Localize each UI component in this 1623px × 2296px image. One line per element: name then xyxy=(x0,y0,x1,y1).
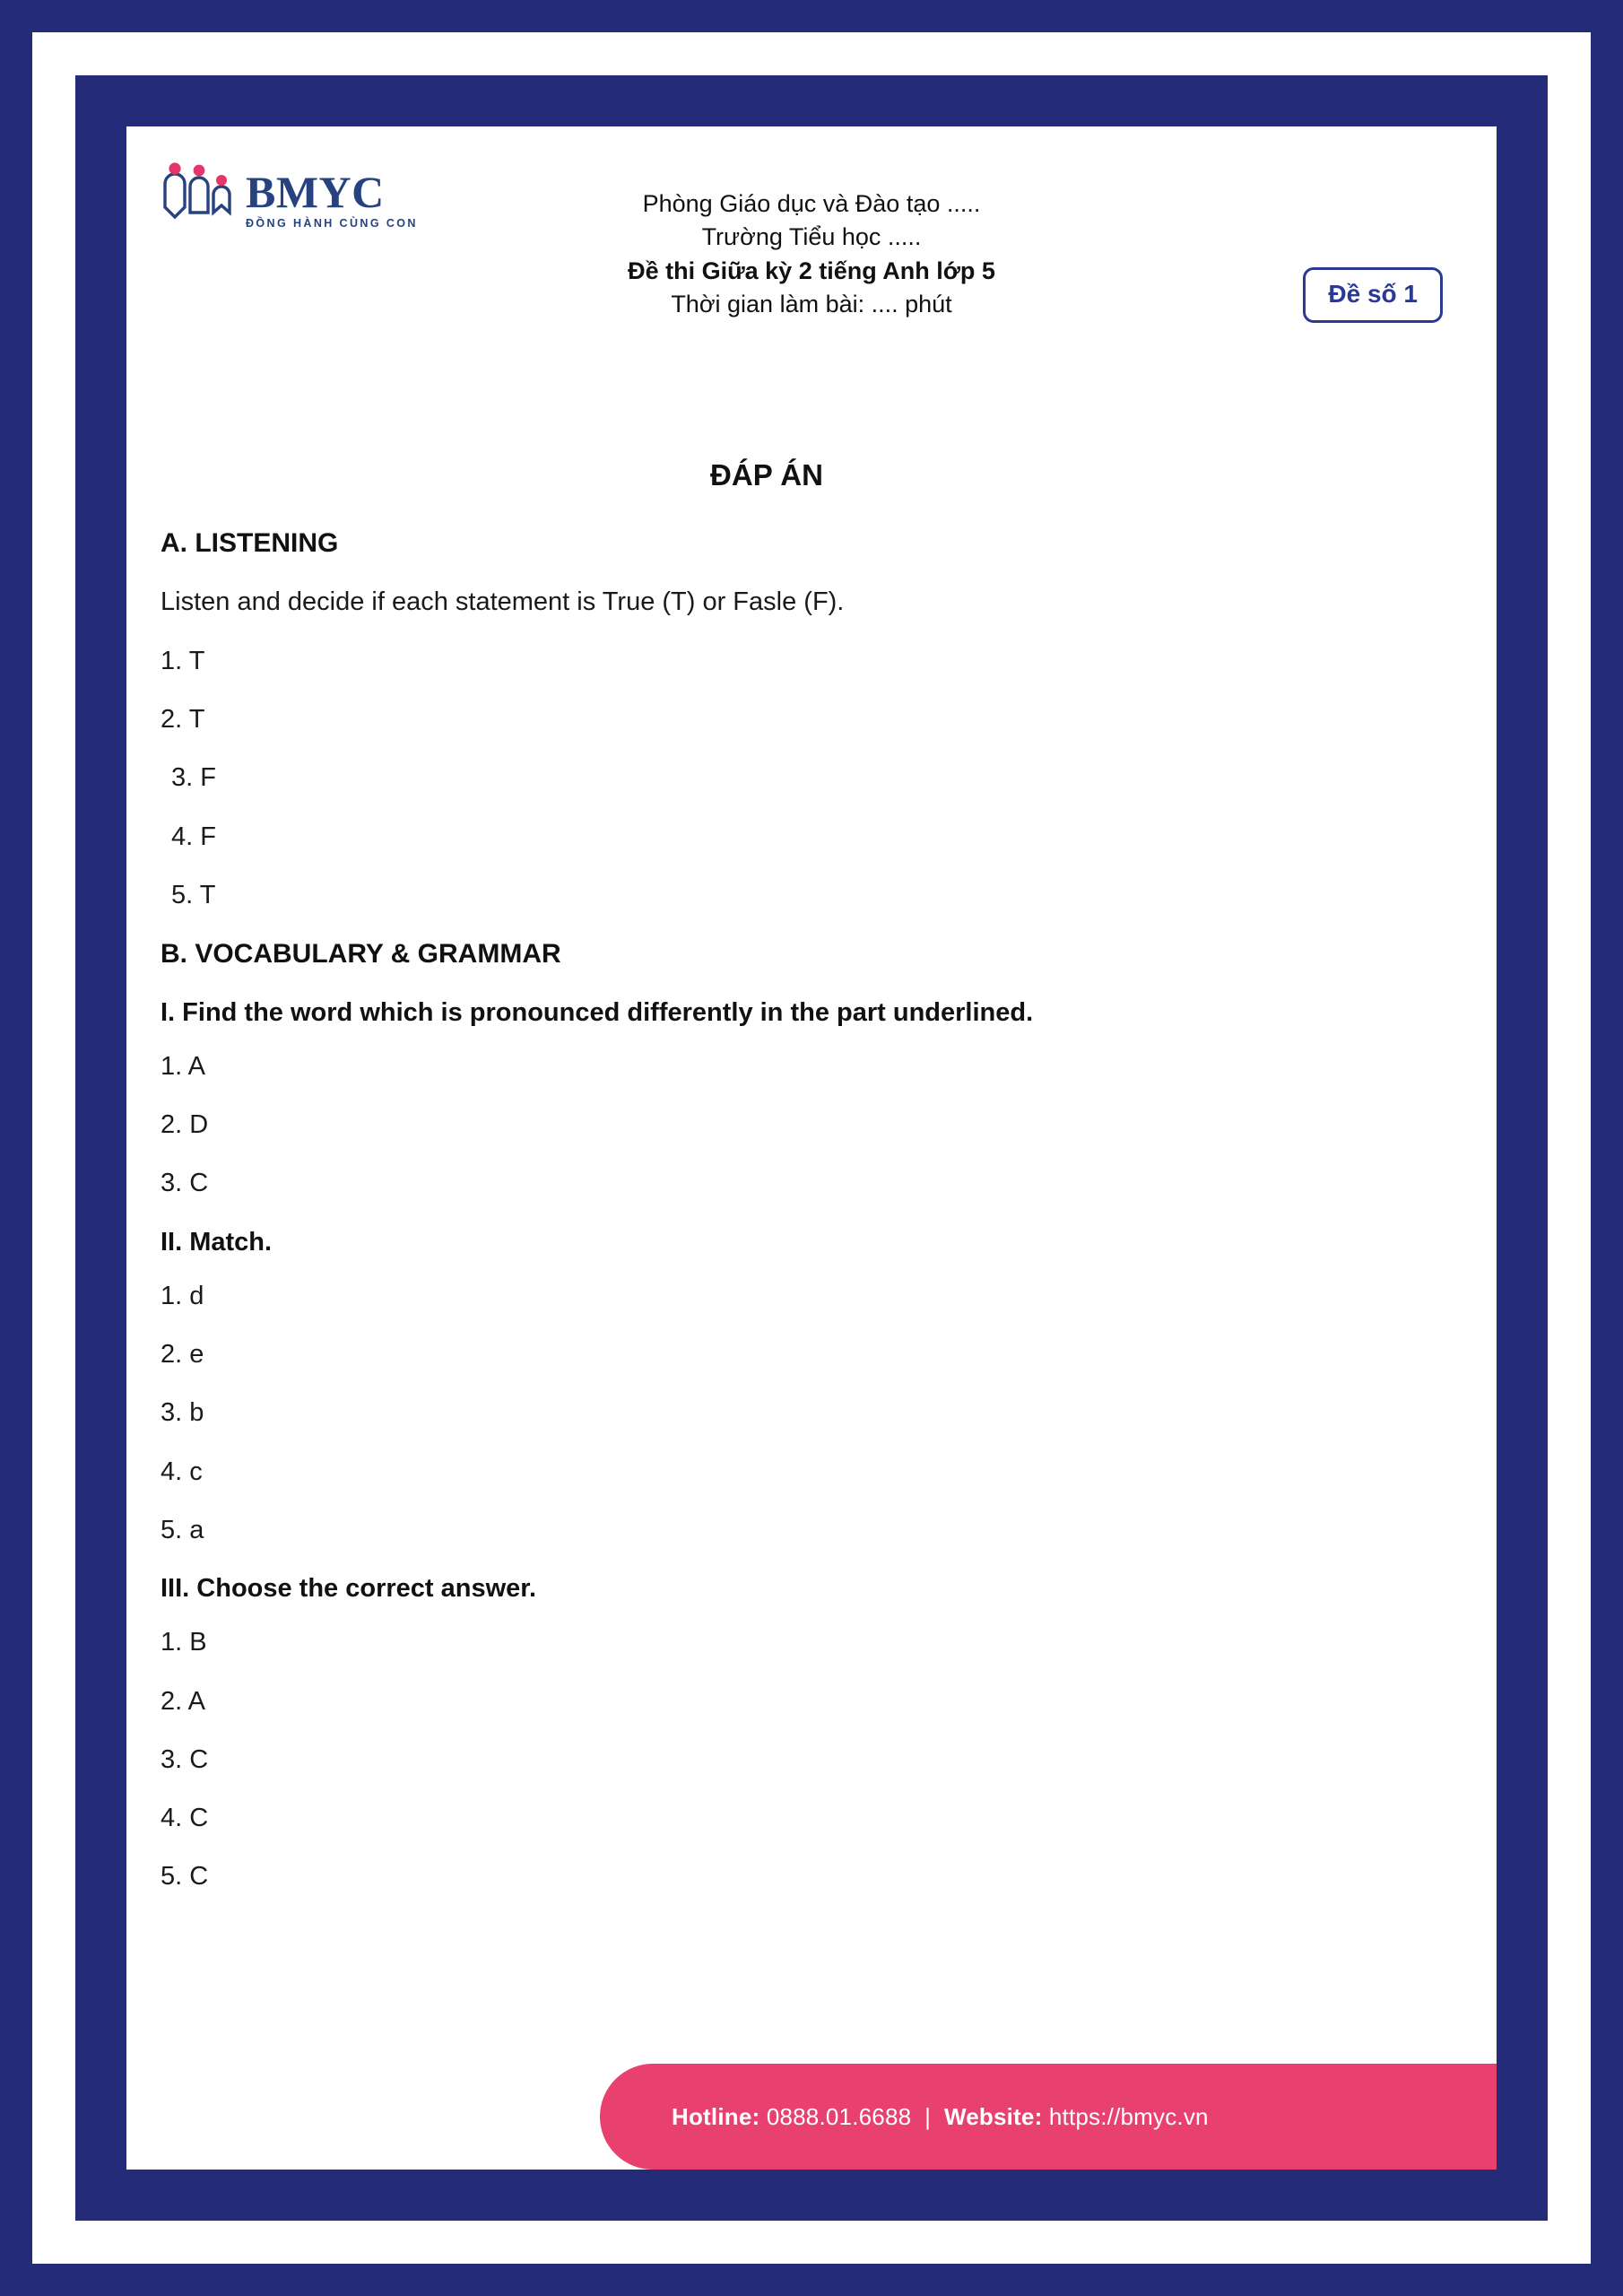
header-exam-title-line: Đề thi Giữa kỳ 2 tiếng Anh lớp 5 xyxy=(628,257,995,284)
header-school-line: Trường Tiểu học ..... xyxy=(701,223,922,251)
answer-item: 4. c xyxy=(161,1457,203,1486)
header-duration-line: Thời gian làm bài: .... phút xyxy=(671,290,952,317)
document-header xyxy=(126,126,1497,369)
section-subheading: III. Choose the correct answer. xyxy=(161,1574,537,1603)
answer-item: 3. b xyxy=(161,1398,204,1428)
hotline-label: Hotline: xyxy=(672,2102,760,2130)
answer-item: 1. T xyxy=(161,646,205,675)
answer-list xyxy=(161,1280,1461,1546)
answer-list xyxy=(161,1626,1461,1892)
answer-item: 5. a xyxy=(161,1515,204,1544)
answer-list xyxy=(161,1050,1461,1200)
answer-list xyxy=(161,645,1461,911)
answer-item: 4. C xyxy=(161,1804,209,1832)
contact-footer-banner xyxy=(600,2064,1497,2170)
document-body xyxy=(126,458,1497,1893)
answer-item: 5. T xyxy=(171,880,216,909)
footer-contact-text xyxy=(672,2103,1209,2131)
logo-tagline: ĐỒNG HÀNH CÙNG CON xyxy=(246,217,418,230)
hotline-value: 0888.01.6688 xyxy=(766,2102,912,2130)
answer-item: 1. B xyxy=(161,1628,207,1657)
answer-item: 1. d xyxy=(161,1281,204,1310)
border-inner-line xyxy=(75,75,1548,2221)
answer-item: 4. F xyxy=(171,822,216,851)
website-label: Website: xyxy=(943,2102,1043,2130)
answer-item: 5. C xyxy=(161,1862,209,1892)
page-title: ĐÁP ÁN xyxy=(710,458,823,491)
footer-separator: | xyxy=(924,2102,932,2130)
logo-title: BMYC xyxy=(246,167,385,217)
three-people-bookmark-icon xyxy=(156,161,239,223)
answer-item: 3. C xyxy=(161,1169,209,1198)
section-subheading: I. Find the word which is pronounced differently in the part underlined. xyxy=(161,997,1034,1027)
answer-item: 1. A xyxy=(161,1051,205,1081)
header-department-line: Phòng Giáo dục và Đào tạo ..... xyxy=(642,190,981,217)
exam-code-label: Đề số 1 xyxy=(1328,280,1418,308)
answer-item: 3. C xyxy=(161,1744,209,1774)
answer-item: 2. A xyxy=(161,1686,205,1716)
answer-item: 3. F xyxy=(171,763,216,793)
answer-item: 2. D xyxy=(161,1110,209,1139)
answer-sections xyxy=(126,526,1497,1893)
section-instruction: Listen and decide if each statement is True (T) or Fasle (F). xyxy=(161,587,845,616)
border-white-gap xyxy=(32,32,1591,2264)
section-subheading: II. Match. xyxy=(161,1227,273,1257)
section-heading: B. VOCABULARY & GRAMMAR xyxy=(161,939,561,969)
logo-wordmark xyxy=(246,161,418,230)
answer-item: 2. T xyxy=(161,705,205,734)
answer-item: 2. e xyxy=(161,1340,204,1369)
exam-header-text xyxy=(444,153,1179,321)
website-value: https://bmyc.vn xyxy=(1048,2102,1209,2130)
section-heading: A. LISTENING xyxy=(161,528,339,558)
exam-code-badge xyxy=(1303,267,1443,323)
bmyc-logo xyxy=(156,161,418,230)
document-page xyxy=(126,126,1497,2170)
